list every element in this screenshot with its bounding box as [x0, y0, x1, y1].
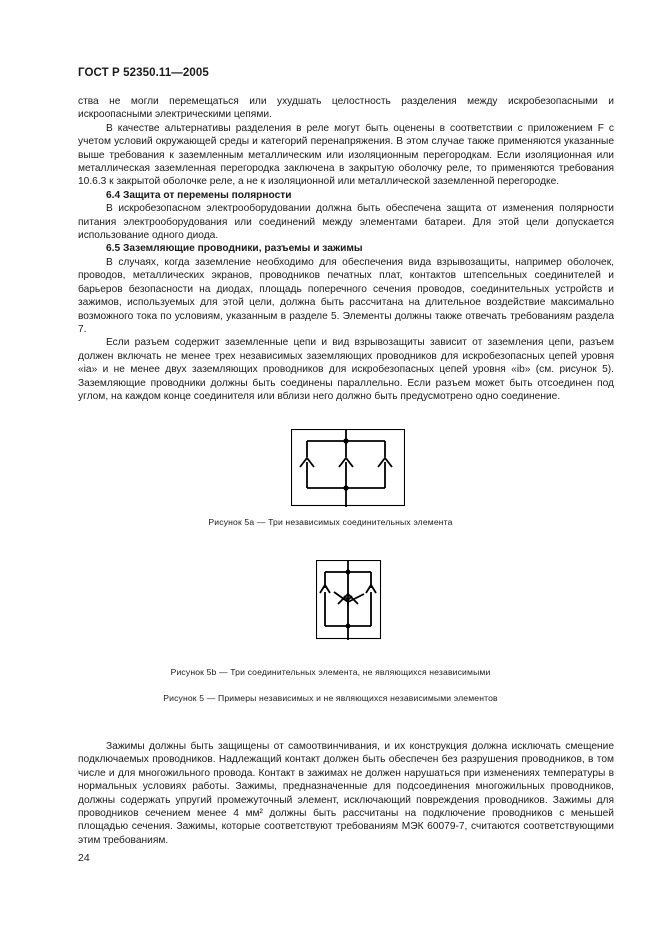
figure-5-caption: Рисунок 5 — Примеры независимых и не являющихся независимыми элементов [163, 693, 498, 703]
paragraph: Зажимы должны быть защищены от самоотвинчивания, и их конструкция должна исключать смещение подключаемых проводников. Надлежащий контакт должен быть обеспечен без разрушения проводников, в том числе и для многожильного провода. Контакт в зажимах не должен нарушаться при изменениях температуры в нормальных условиях работы. Зажимы, предназначенные для подсоединения многожильных проводников, должны содержать упругий промежуточный элемент, исключающий повреждения проводников. Зажимы для проводников сечением менее 4 мм² должны быть рассчитаны на подключение проводников с меньшей площадью сечения. Зажимы, которые соответствуют требованиям МЭК 60079-7, считаются соответствующими этим требованиям. [78, 741, 614, 846]
body-text-top [78, 95, 614, 403]
figure-5b [316, 560, 382, 640]
figure-5a [291, 429, 405, 507]
section-heading: 6.4 Защита от перемены полярности [106, 189, 292, 201]
document-header: ГОСТ Р 52350.11—2005 [78, 67, 209, 79]
junction-dot [343, 438, 348, 443]
figure-5a-caption: Рисунок 5а — Три независимых соединительных элемента [208, 517, 453, 527]
figure-5b-caption: Рисунок 5b — Три соединительных элемента, не являющихся независимыми [170, 667, 491, 677]
paragraph: ства не могли перемещаться или ухудшать целостность разделения между искробезопасными и искроопасными электрическими цепями. [78, 96, 614, 121]
paragraph: В случаях, когда заземление необходимо для обеспечения вида взрывозащиты, например оболочек, проводов, металлических экранов, проводников печатных плат, контактов штепсельных соединителей и барьеров безопасности на диодах, площадь поперечного сечения проводов, соединительных устройств и зажимов, используемых для этой цели, должна быть рассчитана на длительное воздействие максимально возможного тока по условиям, указанным в разделе 5. Элементы должны также отвечать требованиям раздела 7. [78, 256, 614, 335]
paragraph: В искробезопасном электрооборудовании должна быть обеспечена защита от изменения полярности питания электрооборудования или соединений между элементами батареи. Для этой цели допускается использование одного диода. [78, 203, 614, 242]
body-text-bottom [78, 740, 614, 847]
junction-dot [346, 624, 351, 629]
junction-dot [346, 570, 351, 575]
paragraph: Если разъем содержит заземленные цепи и вид взрывозащиты зависит от заземления цепи, разъем должен включать не менее трех независимых заземляющих проводников для искробезопасных цепей уровня «ia» и не менее двух заземляющих проводников для искробезопасных цепей уровня «ib» (см. рисунок 5). Заземляющие проводники должны быть соединены параллельно. Если разъем может быть отсоединен под углом, на каждом конце соединителя или вблизи него должно быть предусмотрено одно соединение. [78, 337, 614, 402]
section-heading: 6.5 Заземляющие проводники, разъемы и зажимы [106, 243, 363, 255]
page-number: 24 [78, 852, 90, 864]
junction-dot [343, 485, 348, 490]
paragraph: В качестве альтернативы разделения в реле могут быть оценены в соответствии с приложением F с учетом условий окружающей среды и категорий перенапряжения. В этом случае также применяются указанные выше требования к заземленным металлическим или изоляционным перегородкам. Если изоляционная или металлическая заземленная перегородка заключена в закрытую оболочку реле, то применяются требования 10.6.3 к закрытой оболочке реле, а не к изоляционной или металлической заземленной перегородке. [78, 122, 614, 188]
